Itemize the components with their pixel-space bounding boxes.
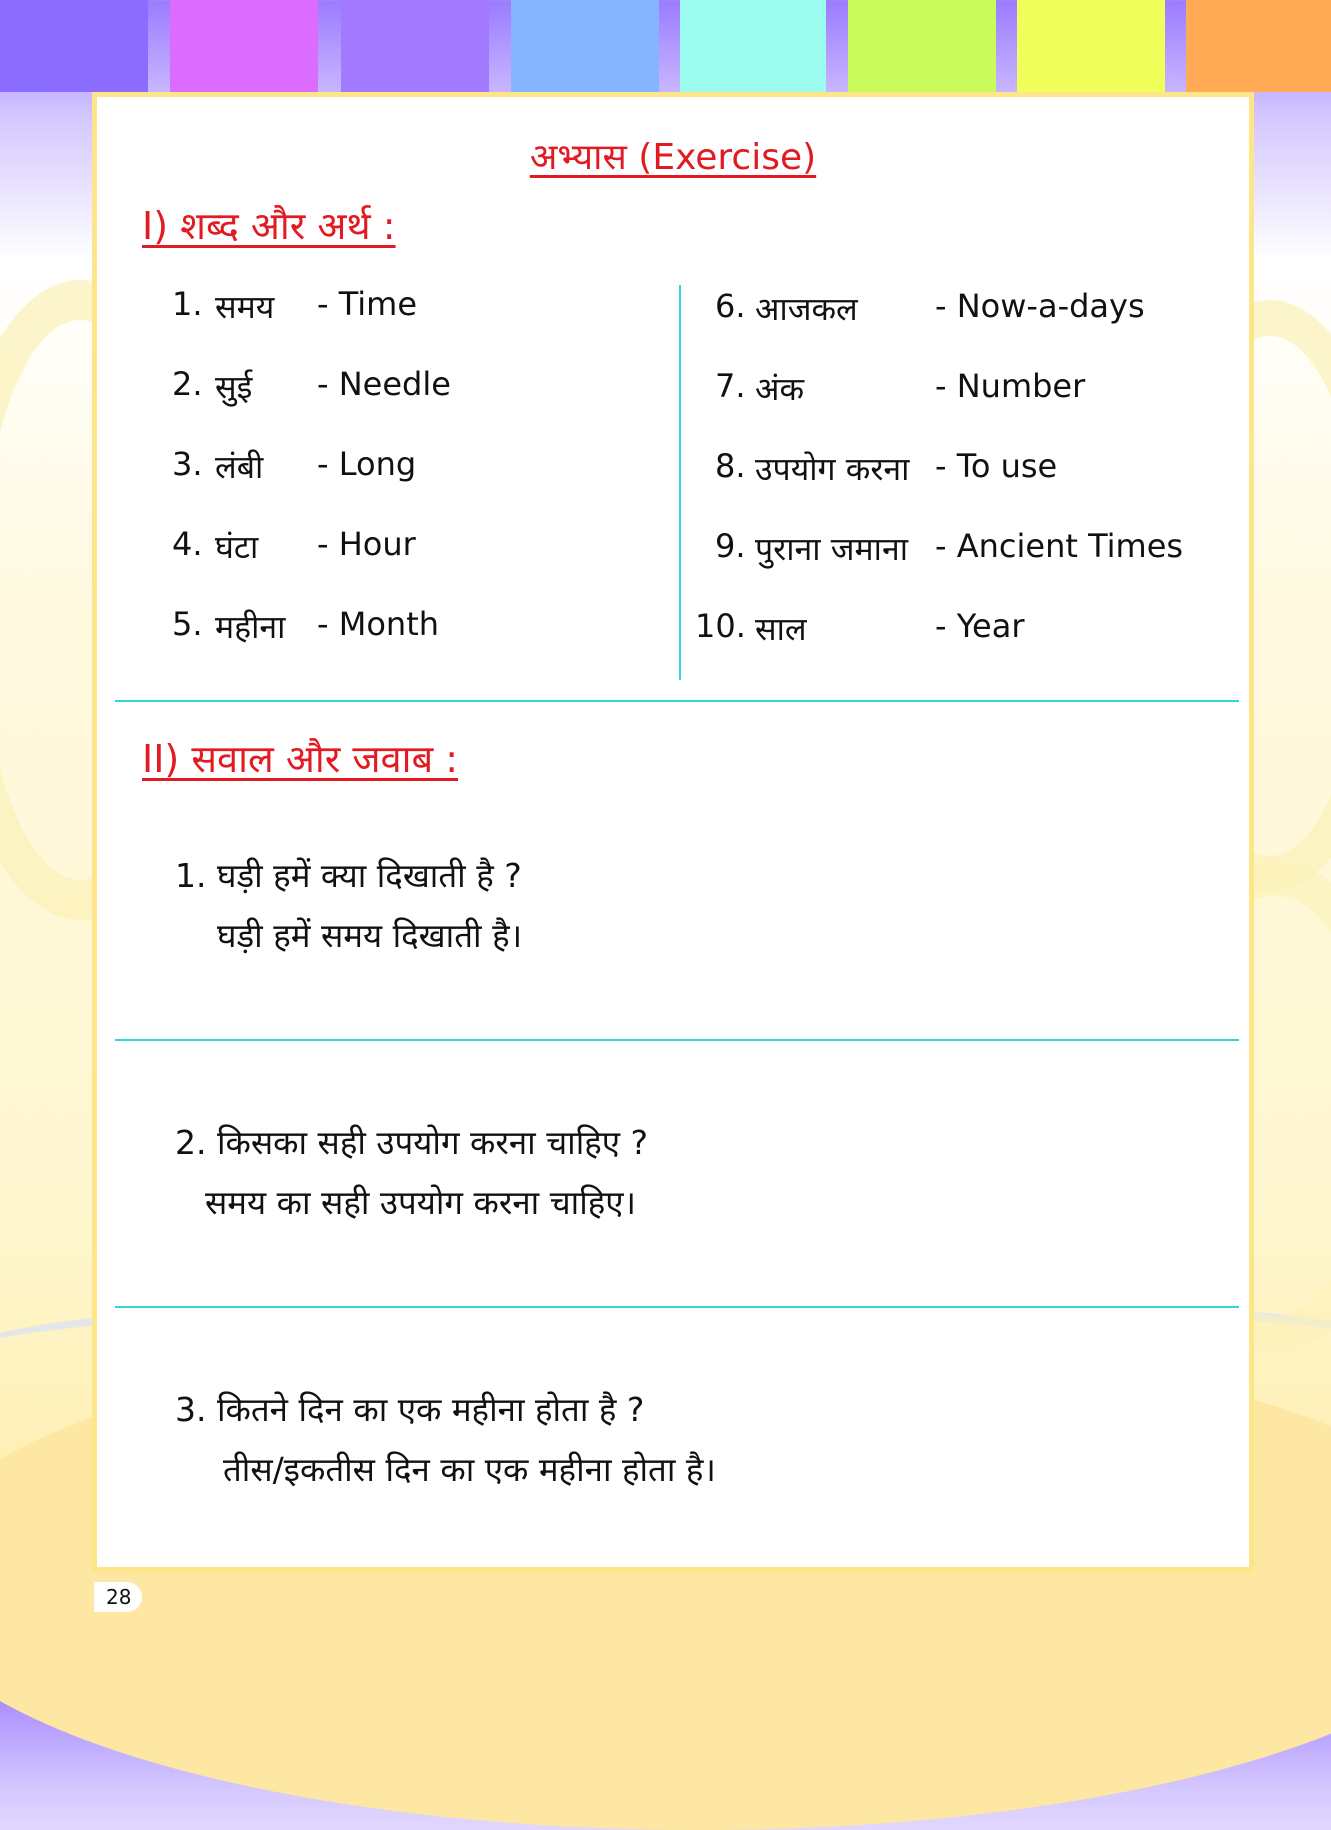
answer-text: समय का सही उपयोग करना चाहिए। bbox=[205, 1183, 637, 1222]
word-number: 7. bbox=[715, 367, 746, 405]
section-heading-questions: II) सवाल और जवाब : bbox=[142, 737, 459, 781]
page-number: 28 bbox=[94, 1582, 142, 1612]
stripe-orange bbox=[1186, 0, 1331, 92]
word-hindi: आजकल bbox=[755, 290, 858, 328]
section-heading-words: I) शब्द और अर्थ : bbox=[142, 204, 396, 248]
word-number: 2. bbox=[172, 365, 203, 403]
word-number: 8. bbox=[715, 447, 746, 485]
word-row bbox=[97, 605, 677, 645]
word-hindi: समय bbox=[215, 288, 275, 326]
word-english: - Number bbox=[935, 367, 1086, 405]
word-row bbox=[677, 367, 1247, 407]
word-english: - To use bbox=[935, 447, 1058, 485]
question-text: 3. कितने दिन का एक महीना होता है ? bbox=[175, 1390, 645, 1429]
stripe-yellow bbox=[1017, 0, 1165, 92]
qa-item bbox=[175, 852, 1175, 962]
word-number: 3. bbox=[172, 445, 203, 483]
word-english: - Hour bbox=[317, 525, 416, 563]
word-english: - Time bbox=[317, 285, 418, 323]
word-english: - Now-a-days bbox=[935, 287, 1145, 325]
page-title: अभ्यास (Exercise) bbox=[529, 137, 817, 178]
word-number: 6. bbox=[715, 287, 746, 325]
stripe-violet bbox=[341, 0, 489, 92]
qa-divider bbox=[115, 1039, 1239, 1041]
word-english: - Ancient Times bbox=[935, 527, 1184, 565]
answer-text: घड़ी हमें समय दिखाती है। bbox=[217, 916, 523, 955]
word-hindi: घंटा bbox=[215, 528, 259, 566]
word-hindi: महीना bbox=[215, 608, 286, 646]
question-text: 1. घड़ी हमें क्या दिखाती है ? bbox=[175, 856, 522, 895]
stripe-aqua bbox=[680, 0, 826, 92]
stripe-lime bbox=[848, 0, 996, 92]
question-text: 2. किसका सही उपयोग करना चाहिए ? bbox=[175, 1123, 649, 1162]
word-row bbox=[677, 607, 1247, 647]
word-row bbox=[97, 525, 677, 565]
word-number: 10. bbox=[695, 607, 746, 645]
word-row bbox=[677, 447, 1247, 487]
word-hindi: अंक bbox=[755, 370, 805, 408]
word-row bbox=[97, 365, 677, 405]
word-hindi: लंबी bbox=[215, 448, 264, 486]
word-row bbox=[97, 445, 677, 485]
word-english: - Year bbox=[935, 607, 1025, 645]
stripe-magenta bbox=[170, 0, 318, 92]
word-number: 4. bbox=[172, 525, 203, 563]
word-english: - Month bbox=[317, 605, 440, 643]
word-hindi: साल bbox=[755, 610, 807, 648]
stripe-purple bbox=[0, 0, 148, 92]
qa-divider bbox=[115, 1306, 1239, 1308]
word-hindi: उपयोग करना bbox=[755, 450, 910, 488]
answer-text: तीस/इकतीस दिन का एक महीना होता है। bbox=[223, 1450, 716, 1489]
section-divider bbox=[115, 700, 1239, 702]
word-row bbox=[97, 285, 677, 325]
word-row bbox=[677, 287, 1247, 327]
word-number: 1. bbox=[172, 285, 203, 323]
stripe-blue bbox=[511, 0, 659, 92]
word-english: - Needle bbox=[317, 365, 451, 403]
word-number: 9. bbox=[715, 527, 746, 565]
qa-item bbox=[175, 1386, 1175, 1496]
qa-item bbox=[175, 1119, 1175, 1229]
word-english: - Long bbox=[317, 445, 417, 483]
color-stripes bbox=[0, 0, 1331, 92]
word-row bbox=[677, 527, 1247, 567]
word-hindi: पुराना जमाना bbox=[755, 530, 908, 568]
word-number: 5. bbox=[172, 605, 203, 643]
exercise-card bbox=[92, 92, 1254, 1572]
word-hindi: सुई bbox=[215, 368, 253, 406]
